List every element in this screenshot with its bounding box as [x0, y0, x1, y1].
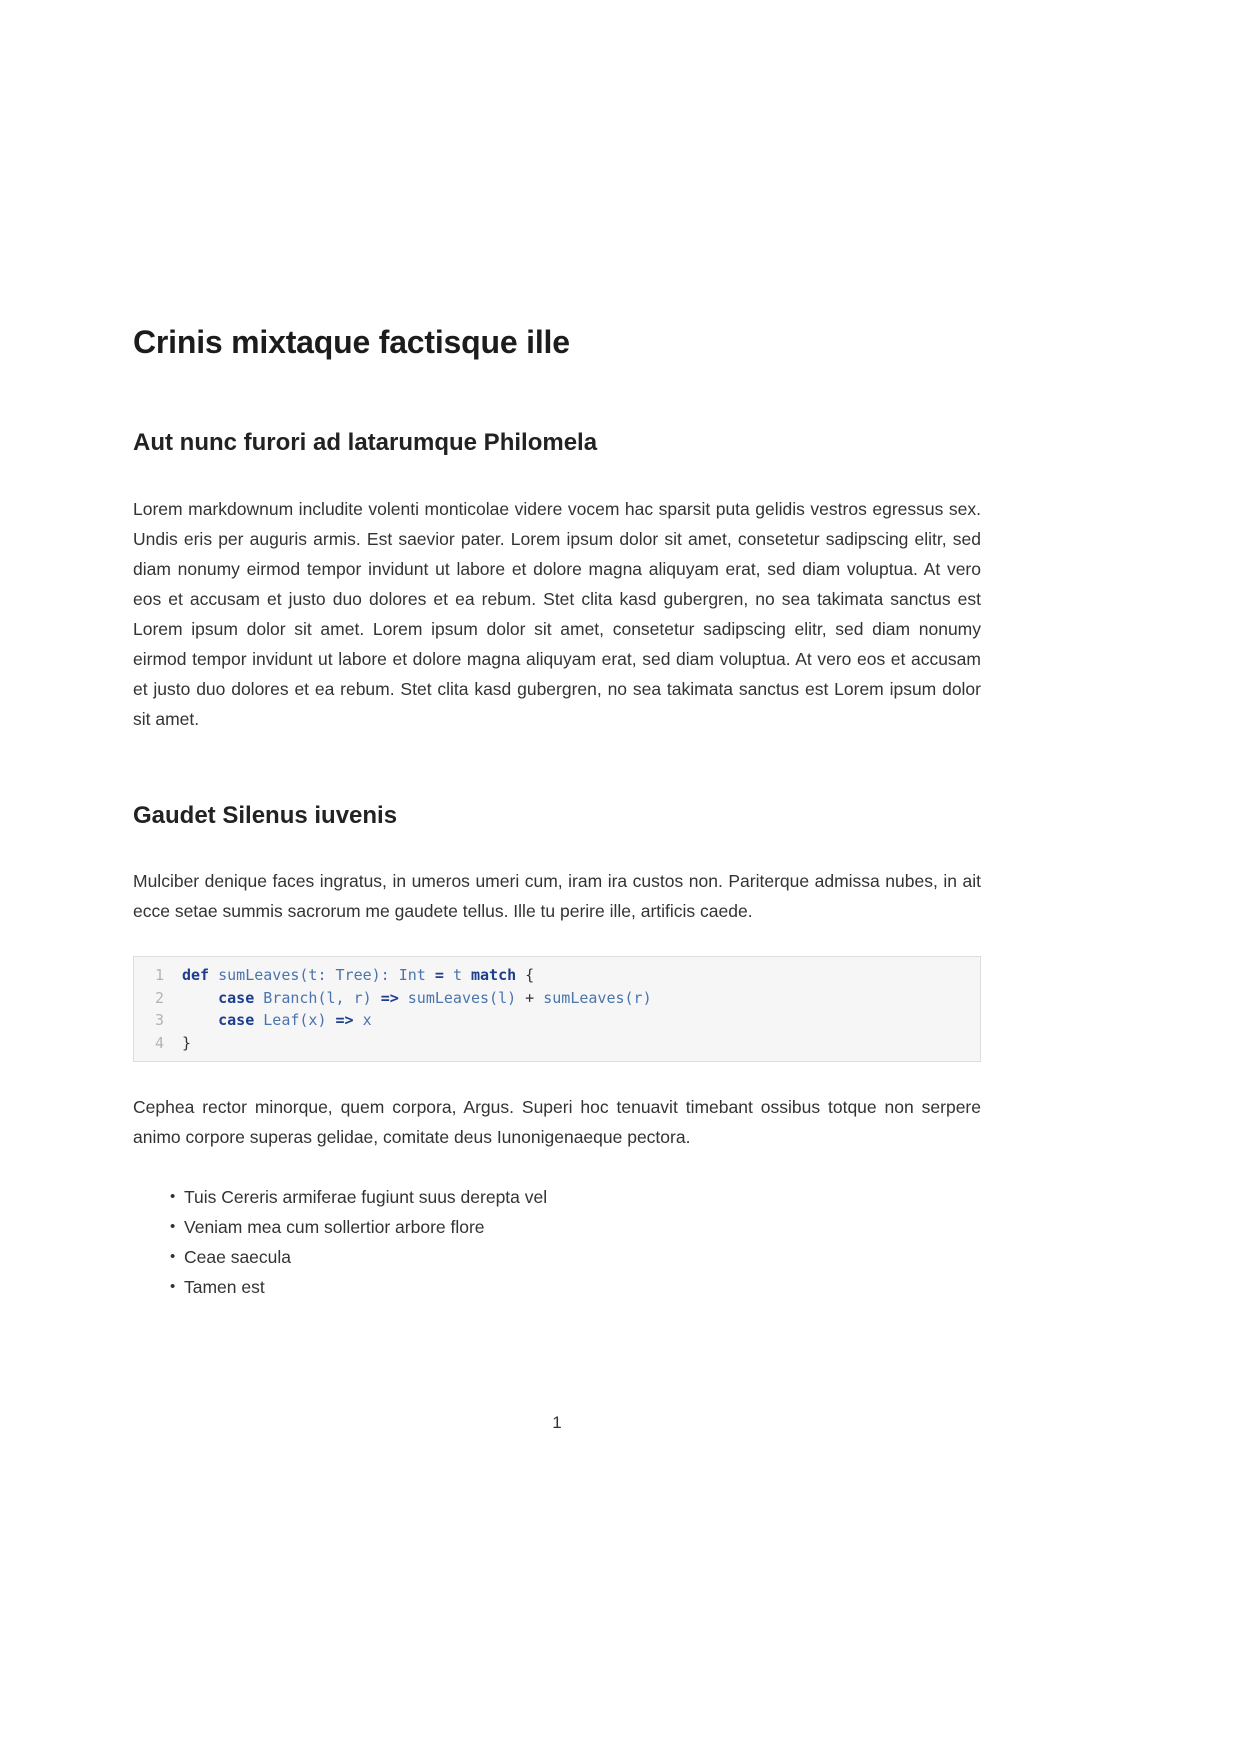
- body-paragraph-1: Lorem markdownum includite volenti monticolae videre vocem hac sparsit puta gelidis vestros egressus sex. Undis eris per auguris armis. Est saevior pater. Lorem ipsum dolor sit amet, consetetur sadipscing elitr, sed diam nonumy eirmod tempor invidunt ut labore et dolore magna aliquyam erat, sed diam voluptua. At vero eos et accusam et justo duo dolores et ea rebum. Stet clita kasd gubergren, no sea takimata sanctus est Lorem ipsum dolor sit amet. Lorem ipsum dolor sit amet, consetetur sadipscing elitr, sed diam nonumy eirmod tempor invidunt ut labore et dolore magna aliquyam erat, sed diam voluptua. At vero eos et accusam et justo duo dolores et ea rebum. Stet clita kasd gubergren, no sea takimata sanctus est Lorem ipsum dolor sit amet.: [133, 498, 981, 729]
- document-title: Crinis mixtaque factisque ille: [133, 324, 570, 360]
- code-line-text: }: [182, 1033, 192, 1052]
- body-paragraph-2: Mulciber denique faces ingratus, in umeros umeri cum, iram ira custos non. Pariterque admissa nubes, in ait ecce setae summis sacrorum me gaudete tellus. Ille tu perire ille, artificis caede.: [133, 871, 981, 922]
- code-line: [134, 964, 980, 987]
- list-item: • Tuis Cereris armiferae fugiunt suus derepta vel: [170, 1182, 981, 1212]
- code-block: [133, 956, 981, 1062]
- code-line-text: def sumLeaves(t: Tree): Int = t match {: [182, 966, 535, 985]
- section-heading-gaudet: Gaudet Silenus iuvenis: [133, 801, 398, 829]
- page-number: 1: [552, 1413, 562, 1432]
- bullet-list: [133, 1182, 981, 1302]
- code-line: [134, 1009, 980, 1032]
- code-line-number: 4: [154, 1033, 164, 1052]
- document-content: [133, 0, 981, 1332]
- code-line-text: case Leaf(x) => x: [218, 1011, 372, 1030]
- code-line-number: 2: [154, 988, 164, 1007]
- code-line-text: case Branch(l, r) => sumLeaves(l) + sumLeaves(r): [218, 988, 652, 1007]
- code-line: [134, 1032, 980, 1055]
- list-item: • Veniam mea cum sollertior arbore flore: [170, 1212, 981, 1242]
- code-line-number: 3: [154, 1011, 164, 1030]
- code-line: [134, 987, 980, 1010]
- list-item: • Ceae saecula: [170, 1242, 981, 1272]
- list-item: • Tamen est: [170, 1272, 981, 1302]
- section-heading-aut-nunc: Aut nunc furori ad latarumque Philomela: [133, 428, 598, 456]
- code-line-number: 1: [154, 966, 164, 985]
- body-paragraph-3: Cephea rector minorque, quem corpora, Argus. Superi hoc tenuavit timebant ossibus totque non serpere animo corpore superas gelidae, comitate deus Iunonigenaeque pectora.: [133, 1097, 981, 1148]
